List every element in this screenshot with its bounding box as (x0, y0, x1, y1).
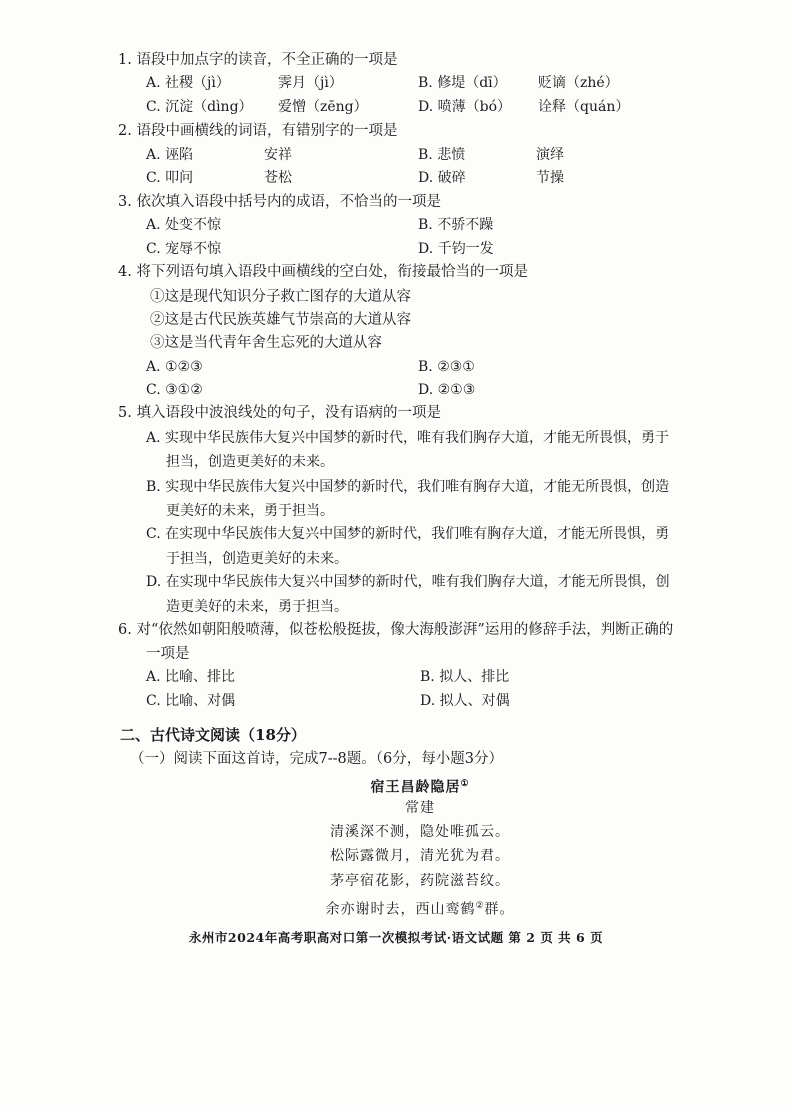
q4-sentence-1: ①这是现代知识分子救亡图存的大道从容 (150, 289, 411, 305)
poem-line-4-part-2: 群。 (484, 901, 515, 918)
poem-line-2: 松际露微月，清光犹为君。 (330, 848, 510, 864)
poem-line-4-footnote-mark: ② (475, 901, 485, 911)
q4-option-c: C. ③①② (146, 382, 203, 398)
poem-line-3: 茅亭宿花影，药院滋苔纹。 (330, 873, 510, 889)
q4-sentence-3: ③这是当代青年舍生忘死的大道从容 (150, 335, 382, 351)
poem-line-4-part-1: 余亦谢时去，西山鸾鹤 (325, 901, 476, 918)
q1-option-a-1: A. 社稷（jì） (146, 75, 230, 91)
q6-option-d: D. 拟人、对偶 (420, 693, 510, 709)
q3-option-b: B. 不骄不躁 (418, 217, 494, 233)
q1-option-b-2: 贬谪（zhé） (538, 75, 619, 91)
question-5-stem: 5. 填入语段中波浪线处的句子，没有语病的一项是 (118, 405, 441, 421)
q5-option-b-line-1: B. 实现中华民族伟大复兴中国梦的新时代，我们唯有胸存大道，才能无所畏惧，创造 (146, 479, 670, 495)
poem-title (0, 774, 792, 798)
section-2-heading: 二、古代诗文阅读（18分） (120, 726, 306, 744)
poem-title-footnote-mark: ① (460, 779, 470, 789)
q5-option-a-line-1: A. 实现中华民族伟大复兴中国梦的新时代，唯有我们胸存大道，才能无所畏惧，勇于 (146, 430, 670, 446)
q6-option-a: A. 比喻、排比 (146, 669, 236, 685)
q2-option-a-1: A. 诬陷 (146, 147, 194, 163)
q2-option-b-1: B. 悲愤 (418, 147, 466, 163)
q6-option-b: B. 拟人、排比 (420, 669, 510, 685)
poem-line-1: 清溪深不测，隐处唯孤云。 (330, 824, 510, 840)
q2-option-c-1: C. 叩问 (146, 170, 194, 186)
q5-option-d-line-2: 造更美好的未来，勇于担当。 (166, 599, 348, 615)
poem-title-text: 宿王昌龄隐居 (370, 779, 461, 796)
q2-option-c-2: 苍松 (264, 170, 292, 186)
q5-option-b-line-2: 更美好的未来，勇于担当。 (166, 503, 334, 519)
q1-option-d-1: D. 喷薄（bó） (418, 99, 512, 115)
q4-sentence-2: ②这是古代民族英雄气节崇高的大道从容 (150, 312, 411, 328)
page-footer: 永州市2024年高考职高对口第一次模拟考试·语文试题 第 2 页 共 6 页 (188, 930, 604, 945)
q1-option-b-1: B. 修堤（dī） (418, 75, 507, 91)
q2-option-d-1: D. 破碎 (418, 170, 466, 186)
q1-option-a-2: 霁月（jì） (278, 75, 343, 91)
q6-option-c: C. 比喻、对偶 (146, 693, 236, 709)
q5-option-d-line-1: D. 在实现中华民族伟大复兴中国梦的新时代，唯有我们胸存大道，才能无所畏惧，创 (146, 574, 670, 590)
q4-option-a: A. ①②③ (146, 359, 203, 375)
section-2-intro: （一）阅读下面这首诗，完成7--8题。（6分，每小题3分） (130, 751, 503, 767)
q3-option-a: A. 处变不惊 (146, 217, 222, 233)
q1-option-d-2: 诠释（quán） (538, 99, 630, 115)
q1-option-c-1: C. 沉淀（dìng） (146, 99, 253, 115)
poem-author: 常建 (405, 800, 435, 816)
q3-option-d: D. 千钧一发 (418, 241, 494, 257)
q2-option-b-2: 演绎 (536, 147, 564, 163)
q2-option-a-2: 安祥 (264, 147, 292, 163)
q4-option-b: B. ②③① (418, 359, 475, 375)
q5-option-a-line-2: 担当，创造更美好的未来。 (166, 454, 334, 470)
question-4-stem: 4. 将下列语句填入语段中画横线的空白处，衔接最恰当的一项是 (118, 264, 528, 280)
q3-option-c: C. 宠辱不惊 (146, 241, 222, 257)
question-6-stem-line-1: 6. 对“依然如朝阳般喷薄，似苍松般挺拔，像大海般澎湃”运用的修辞手法，判断正确的 (118, 622, 674, 638)
q5-option-c-line-1: C. 在实现中华民族伟大复兴中国梦的新时代，我们唯有胸存大道，才能无所畏惧，勇 (146, 526, 670, 542)
question-3-stem: 3. 依次填入语段中括号内的成语，不恰当的一项是 (118, 194, 441, 210)
q1-option-c-2: 爱憎（zēng） (278, 99, 368, 115)
question-2-stem: 2. 语段中画横线的词语，有错别字的一项是 (118, 123, 398, 139)
q5-option-c-line-2: 于担当，创造更美好的未来。 (166, 551, 348, 567)
q2-option-d-2: 节操 (536, 170, 564, 186)
question-6-stem-line-2: 一项是 (146, 646, 190, 662)
poem-line-4 (0, 896, 792, 920)
q4-option-d: D. ②①③ (418, 382, 476, 398)
question-1-stem: 1. 语段中加点字的读音，不全正确的一项是 (118, 52, 398, 68)
